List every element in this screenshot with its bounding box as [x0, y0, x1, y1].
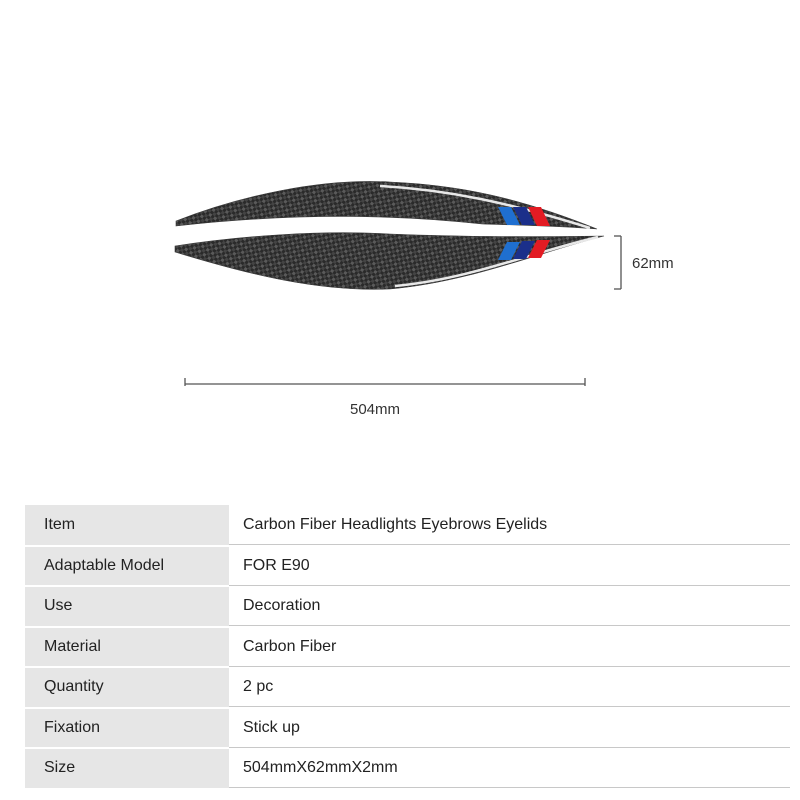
spec-key: Use	[25, 586, 229, 627]
spec-key: Material	[25, 627, 229, 668]
spec-key: Item	[25, 505, 229, 546]
spec-key: Size	[25, 748, 229, 789]
spec-value: 2 pc	[229, 667, 790, 708]
spec-table	[25, 505, 790, 790]
spec-value: Decoration	[229, 586, 790, 627]
table-row	[25, 627, 790, 668]
spec-value: Stick up	[229, 708, 790, 749]
table-row	[25, 546, 790, 587]
spec-key: Quantity	[25, 667, 229, 708]
spec-key: Fixation	[25, 708, 229, 749]
spec-value: Carbon Fiber	[229, 627, 790, 668]
table-row	[25, 748, 790, 789]
height-dimension-label: 62mm	[632, 255, 674, 272]
spec-value: FOR E90	[229, 546, 790, 587]
height-dimension-bracket	[614, 236, 621, 289]
table-row	[25, 667, 790, 708]
spec-value: 504mmX62mmX2mm	[229, 748, 790, 789]
upper-eyebrow-strip	[176, 181, 597, 229]
width-dimension-bracket	[185, 378, 585, 386]
spec-key: Adaptable Model	[25, 546, 229, 587]
table-row	[25, 708, 790, 749]
table-row	[25, 505, 790, 546]
width-dimension-label: 504mm	[350, 401, 401, 418]
table-row	[25, 586, 790, 627]
spec-value: Carbon Fiber Headlights Eyebrows Eyelids	[229, 505, 790, 546]
lower-eyebrow-strip	[175, 233, 604, 290]
